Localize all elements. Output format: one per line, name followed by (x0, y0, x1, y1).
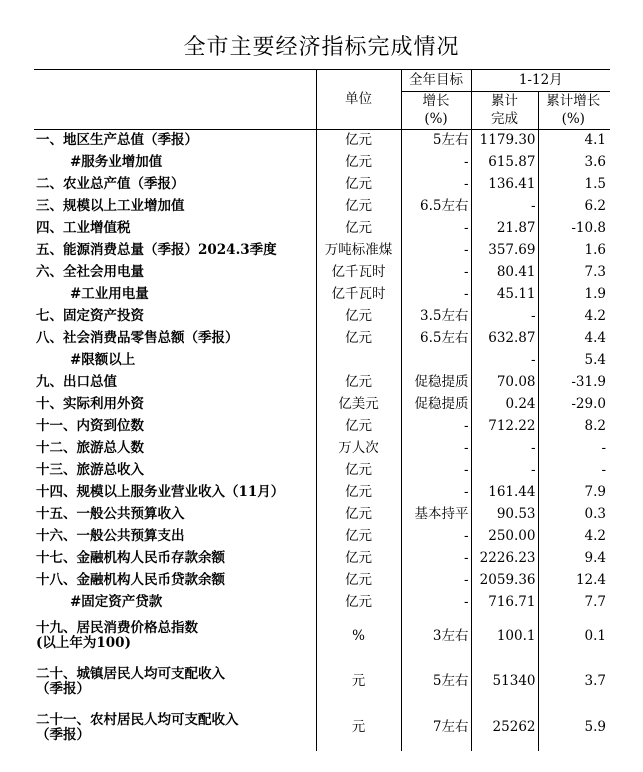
row-unit: 亿元 (316, 526, 401, 548)
row-unit: 亿元 (316, 130, 401, 152)
row-growth: 7.3 (538, 262, 610, 284)
row-name: 二、农业总产值（季报） (36, 176, 185, 192)
table-row (34, 614, 610, 659)
row-name-line-2: (以上年为100) (36, 635, 131, 651)
table-row (34, 394, 610, 416)
row-name-line-1: 二十、城镇居民人均可支配收入 (36, 665, 225, 682)
row-growth: - (538, 438, 610, 460)
row-unit: 亿元 (316, 460, 401, 482)
table-row (34, 592, 610, 614)
header-target-unit: (%) (401, 111, 471, 130)
row-target: - (401, 482, 471, 504)
table-row (34, 218, 610, 240)
table-row (34, 262, 610, 284)
row-cum: - (471, 350, 538, 372)
row-cum: 0.24 (471, 394, 538, 416)
row-name: 七、固定资产投资 (36, 308, 144, 324)
row-unit: 亿元 (316, 328, 401, 350)
row-name (34, 614, 316, 659)
header-unit: 单位 (316, 70, 401, 130)
row-growth: 0.1 (538, 614, 610, 659)
row-cum: 25262 (471, 705, 538, 751)
row-cum: 70.08 (471, 372, 538, 394)
row-target: 基本持平 (401, 504, 471, 526)
row-name: 十七、金融机构人民币存款余额 (36, 550, 225, 566)
row-growth: 4.2 (538, 306, 610, 328)
table-row (34, 130, 610, 152)
row-target: 6.5左右 (401, 328, 471, 350)
row-cum: 45.11 (471, 284, 538, 306)
row-unit: 亿元 (316, 548, 401, 570)
row-unit: % (316, 614, 401, 659)
row-growth: -31.9 (538, 372, 610, 394)
row-name: 九、出口总值 (36, 374, 117, 390)
row-cum: 2059.36 (471, 570, 538, 592)
header-name-cell (34, 70, 316, 130)
row-unit: 亿元 (316, 196, 401, 218)
row-name: 十八、金融机构人民币贷款余额 (36, 572, 225, 588)
row-cum: - (471, 438, 538, 460)
table-row (34, 350, 610, 372)
row-unit: 亿元 (316, 592, 401, 614)
row-growth: -10.8 (538, 218, 610, 240)
row-target: - (401, 526, 471, 548)
row-name: 十二、旅游总人数 (36, 440, 144, 456)
row-cum: 21.87 (471, 218, 538, 240)
row-cum: 90.53 (471, 504, 538, 526)
row-target: 促稳提质 (401, 372, 471, 394)
row-name: 五、能源消费总量（季报）2024.3季度 (36, 242, 277, 258)
row-target: - (401, 240, 471, 262)
row-cum: 100.1 (471, 614, 538, 659)
table-row (34, 306, 610, 328)
row-name: 十四、规模以上服务业营业收入（11月） (36, 484, 285, 500)
row-growth: 7.9 (538, 482, 610, 504)
table-row (34, 152, 610, 174)
table-row (34, 240, 610, 262)
row-unit: 亿千瓦时 (316, 262, 401, 284)
row-target: - (401, 262, 471, 284)
row-name: 十六、一般公共预算支出 (36, 528, 185, 544)
row-cum: 250.00 (471, 526, 538, 548)
table-row (34, 284, 610, 306)
row-unit: 亿元 (316, 218, 401, 240)
row-growth: 4.4 (538, 328, 610, 350)
row-cum: 716.71 (471, 592, 538, 614)
row-growth: 3.6 (538, 152, 610, 174)
row-name: 一、地区生产总值（季报） (36, 132, 198, 149)
table-row (34, 482, 610, 504)
row-target (401, 350, 471, 372)
header-target-col: 增长 (401, 92, 471, 111)
table-row (34, 328, 610, 350)
table-row (34, 504, 610, 526)
row-growth: 0.3 (538, 504, 610, 526)
header-growth-unit: (%) (538, 111, 610, 130)
row-unit: 亿元 (316, 372, 401, 394)
row-cum: 2226.23 (471, 548, 538, 570)
row-unit: 元 (316, 705, 401, 751)
row-name: 十、实际利用外资 (36, 396, 144, 412)
row-growth: 5.4 (538, 350, 610, 372)
row-growth: 6.2 (538, 196, 610, 218)
row-name: 六、全社会用电量 (36, 264, 144, 280)
row-cum: - (471, 196, 538, 218)
row-unit: 元 (316, 659, 401, 705)
row-unit: 亿美元 (316, 394, 401, 416)
row-unit: 亿元 (316, 416, 401, 438)
header-growth-col: 累计增长 (538, 92, 610, 111)
table-row (34, 416, 610, 438)
table-row (34, 526, 610, 548)
row-target: - (401, 570, 471, 592)
row-growth: 1.6 (538, 240, 610, 262)
row-growth: 12.4 (538, 570, 610, 592)
row-name-line-1: 二十一、农村居民人均可支配收入 (36, 711, 239, 728)
row-unit: 亿元 (316, 482, 401, 504)
row-name: #限额以上 (70, 352, 136, 368)
row-cum: 51340 (471, 659, 538, 705)
row-target: 5左右 (401, 130, 471, 152)
row-target: 5左右 (401, 659, 471, 705)
row-cum: 712.22 (471, 416, 538, 438)
row-target: - (401, 416, 471, 438)
row-target: 3.5左右 (401, 306, 471, 328)
table-row (34, 460, 610, 482)
row-growth: 8.2 (538, 416, 610, 438)
row-unit: 万人次 (316, 438, 401, 460)
row-target: - (401, 152, 471, 174)
indicator-table (34, 69, 610, 751)
row-growth: 1.9 (538, 284, 610, 306)
row-growth: 5.9 (538, 705, 610, 751)
row-target: - (401, 284, 471, 306)
row-name-line-2: （季报） (36, 680, 90, 697)
table-row (34, 548, 610, 570)
row-unit: 亿元 (316, 504, 401, 526)
row-name (34, 705, 316, 751)
table-row (34, 570, 610, 592)
row-name: 八、社会消费品零售总额（季报） (36, 330, 239, 346)
row-growth: 4.2 (538, 526, 610, 548)
table-row (34, 438, 610, 460)
row-growth: -29.0 (538, 394, 610, 416)
row-unit: 亿元 (316, 174, 401, 196)
row-cum: 1179.30 (471, 130, 538, 152)
table-row (34, 372, 610, 394)
row-cum: 80.41 (471, 262, 538, 284)
row-target: - (401, 218, 471, 240)
row-target: - (401, 438, 471, 460)
row-name: 十三、旅游总收入 (36, 462, 144, 478)
row-target: - (401, 592, 471, 614)
header-target-group: 全年目标 (401, 70, 471, 92)
header-period-group: 1-12月 (471, 70, 610, 92)
row-growth: 3.7 (538, 659, 610, 705)
row-cum: 136.41 (471, 174, 538, 196)
row-cum: - (471, 460, 538, 482)
row-name-line-2: （季报） (36, 726, 90, 743)
row-cum: 632.87 (471, 328, 538, 350)
row-unit (316, 350, 401, 372)
row-name: #服务业增加值 (70, 154, 163, 170)
row-growth: 4.1 (538, 130, 610, 152)
header-cum-col-2: 完成 (471, 111, 538, 130)
row-name: #固定资产贷款 (70, 594, 163, 610)
row-growth: 7.7 (538, 592, 610, 614)
row-name: 四、工业增值税 (36, 220, 131, 236)
row-name: #工业用电量 (70, 286, 149, 302)
table-row (34, 196, 610, 218)
row-unit: 亿元 (316, 570, 401, 592)
row-name: 十一、内资到位数 (36, 418, 144, 434)
row-unit: 万吨标准煤 (316, 240, 401, 262)
row-target: - (401, 174, 471, 196)
row-unit: 亿千瓦时 (316, 284, 401, 306)
row-unit: 亿元 (316, 152, 401, 174)
row-unit: 亿元 (316, 306, 401, 328)
page-title: 全市主要经济指标完成情况 (183, 35, 460, 60)
row-cum: 615.87 (471, 152, 538, 174)
row-cum: 161.44 (471, 482, 538, 504)
row-cum: - (471, 306, 538, 328)
row-name: 十五、一般公共预算收入 (36, 506, 185, 522)
table-row (34, 659, 610, 705)
table-row (34, 174, 610, 196)
row-target: - (401, 548, 471, 570)
row-growth: 9.4 (538, 548, 610, 570)
row-growth: - (538, 460, 610, 482)
row-growth: 1.5 (538, 174, 610, 196)
row-name-line-1: 十九、居民消费价格总指数 (36, 620, 198, 636)
row-target: - (401, 460, 471, 482)
row-target: 7左右 (401, 705, 471, 751)
table-row (34, 705, 610, 751)
row-name (34, 659, 316, 705)
row-name: 三、规模以上工业增加值 (36, 198, 185, 214)
header-cum-col-1: 累计 (471, 92, 538, 111)
row-target: 6.5左右 (401, 196, 471, 218)
row-cum: 357.69 (471, 240, 538, 262)
row-target: 促稳提质 (401, 394, 471, 416)
row-target: 3左右 (401, 614, 471, 659)
